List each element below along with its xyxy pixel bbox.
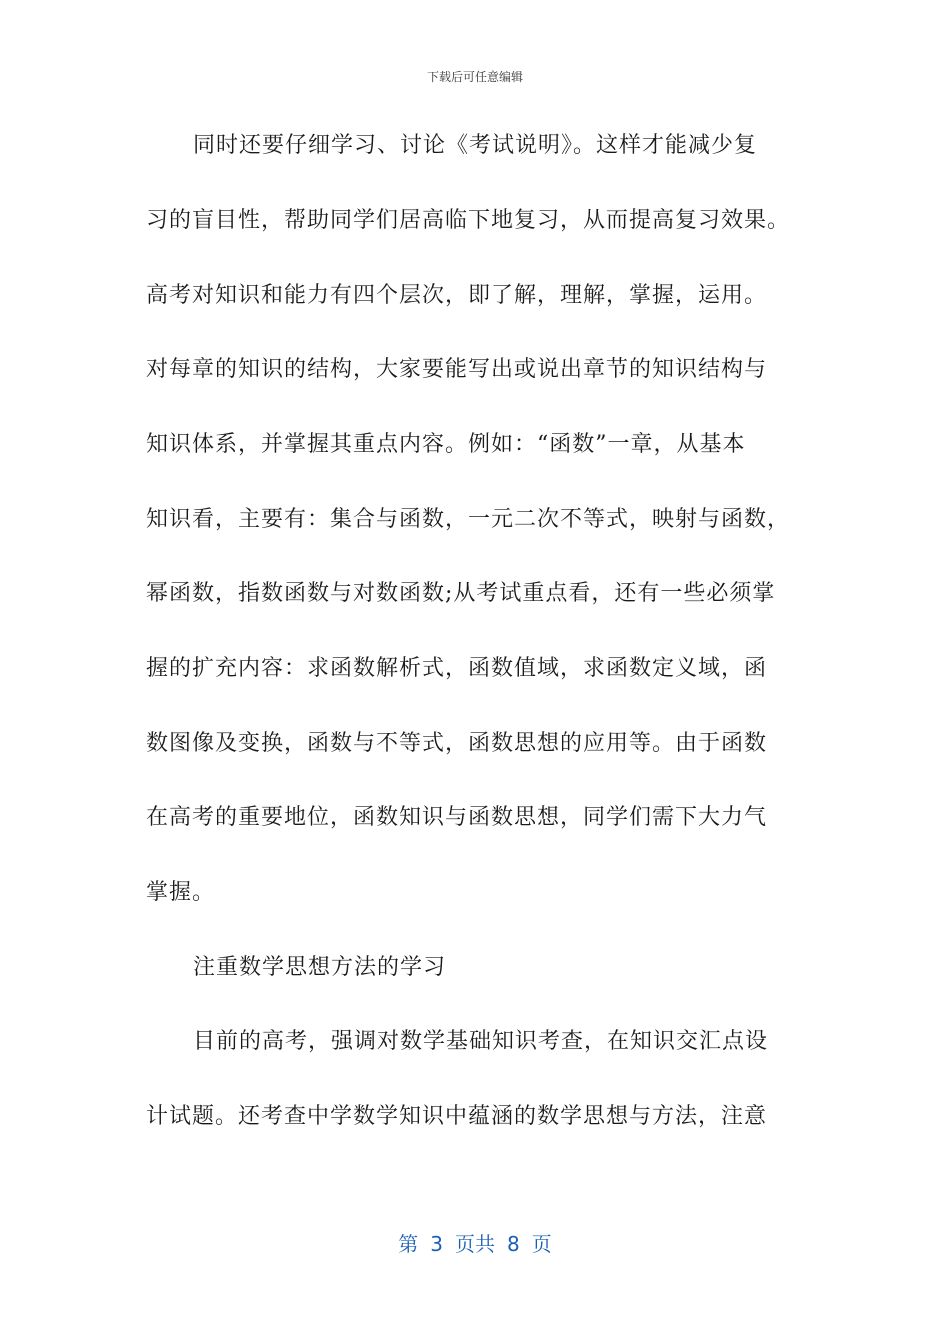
body-line-1: 同时还要仔细学习、讨论《考试说明》。这样才能减少复 — [193, 133, 758, 158]
page-label-prefix: 第 — [398, 1232, 419, 1256]
body-line-14: 计试题。还考查中学数学知识中蕴涵的数学思想与方法，注意 — [146, 1104, 768, 1129]
header-note: 下载后可任意编辑 — [426, 70, 523, 84]
body-line-5: 知识体系，并掌握其重点内容。例如：“函数”一章，从基本 — [146, 432, 746, 457]
section-heading: 注重数学思想方法的学习 — [193, 955, 447, 980]
current-page-number: 3 — [430, 1232, 443, 1256]
body-line-9: 数图像及变换，函数与不等式，函数思想的应用等。由于函数 — [146, 731, 768, 756]
total-pages-number: 8 — [507, 1232, 520, 1256]
body-line-8: 握的扩充内容：求函数解析式，函数值域，求函数定义域，函 — [146, 656, 768, 681]
body-line-10: 在高考的重要地位，函数知识与函数思想，同学们需下大力气 — [146, 805, 768, 830]
body-line-7: 幂函数，指数函数与对数函数;从考试重点看，还有一些必须掌 — [146, 581, 776, 606]
body-line-13: 目前的高考，强调对数学基础知识考查，在知识交汇点设 — [193, 1029, 769, 1054]
page-number-footer — [0, 1228, 950, 1257]
body-line-2: 习的盲目性，帮助同学们居高临下地复习，从而提高复习效果。 — [146, 208, 791, 233]
body-line-11: 掌握。 — [146, 880, 216, 905]
body-line-3: 高考对知识和能力有四个层次，即了解，理解，掌握，运用。 — [146, 283, 768, 308]
page-label-suffix: 页 — [531, 1232, 552, 1256]
page-label-mid: 页共 — [455, 1232, 495, 1256]
body-line-4: 对每章的知识的结构，大家要能写出或说出章节的知识结构与 — [146, 357, 768, 382]
body-line-6: 知识看，主要有：集合与函数，一元二次不等式，映射与函数， — [146, 507, 791, 532]
